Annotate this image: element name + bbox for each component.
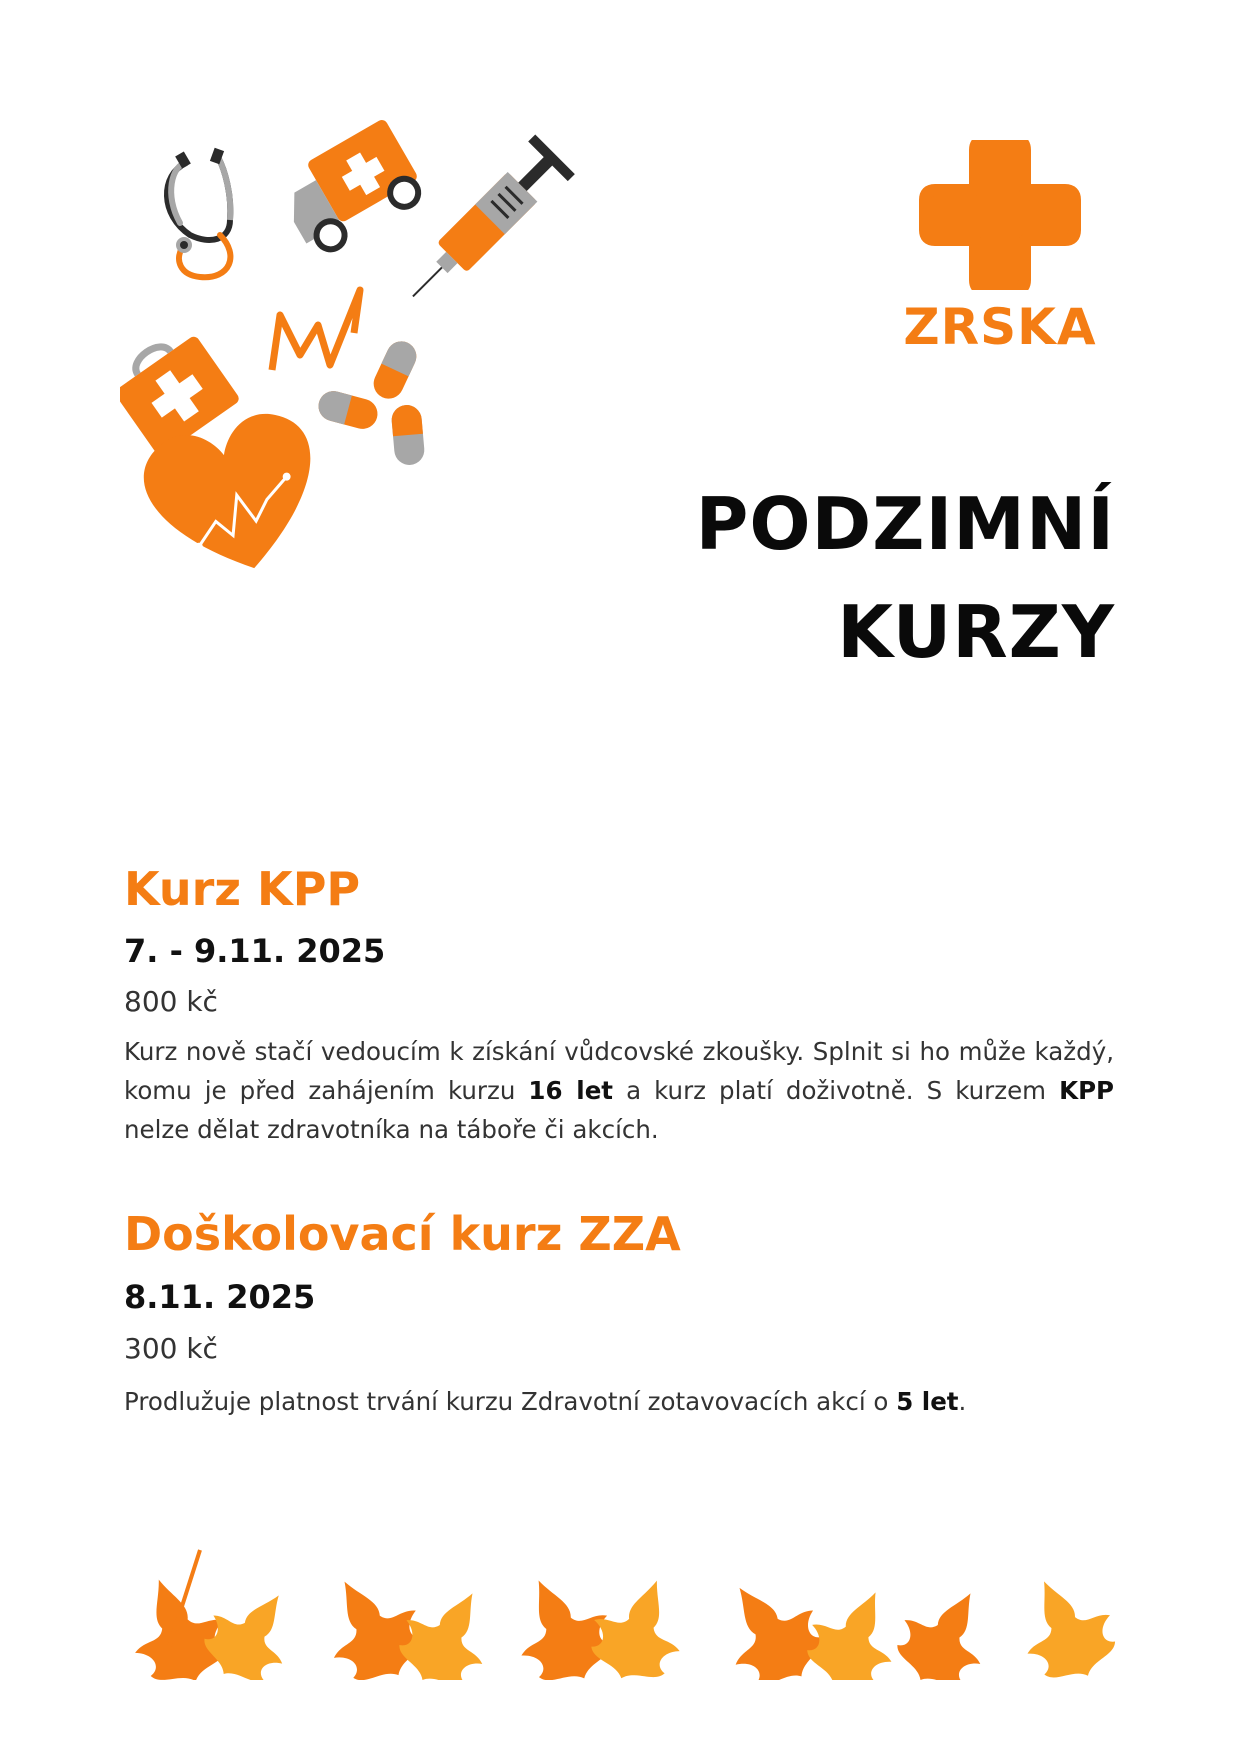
course-title: Kurz KPP <box>124 862 361 916</box>
description-bold: 5 let <box>896 1387 959 1416</box>
logo-text: ZRSKA <box>903 298 1097 356</box>
course-description <box>124 1032 1114 1149</box>
ambulance-icon <box>271 118 428 260</box>
autumn-leaf-icon <box>883 1571 1009 1680</box>
description-text: . <box>958 1387 967 1416</box>
course-date: 8.11. 2025 <box>124 1278 316 1316</box>
course-price: 300 kč <box>124 1332 218 1365</box>
autumn-leaf-icon <box>794 1574 916 1680</box>
course-price: 800 kč <box>124 985 218 1018</box>
page-title-line2: KURZY <box>837 590 1115 674</box>
zrska-logo <box>880 140 1120 360</box>
page-title <box>696 470 1115 686</box>
course-date: 7. - 9.11. 2025 <box>124 932 386 970</box>
medical-illustrations <box>120 115 640 635</box>
autumn-leaves-border <box>120 1530 1120 1680</box>
description-text: a kurz platí doživotně. S kurzem <box>613 1076 1060 1105</box>
course-title: Doškolovací kurz ZZA <box>124 1207 681 1261</box>
syringe-icon <box>393 134 575 316</box>
description-bold: 16 let <box>528 1076 614 1105</box>
description-bold: KPP <box>1059 1076 1114 1105</box>
heartbeat-line-icon <box>272 290 360 370</box>
medical-cross-icon <box>880 140 1120 290</box>
description-text: nelze dělat zdravotníka na táboře či akcích. <box>124 1115 659 1144</box>
description-text: Prodlužuje platnost trvání kurzu Zdravotní zotavovacích akcí o <box>124 1387 897 1416</box>
course-description <box>124 1382 1114 1421</box>
description-text: Kurz nově stačí vedoucím k získání vůdcovské zkoušky. Splnit si ho může každý, komu je před zahájením kurzu <box>124 1037 1114 1105</box>
page-title-line1: PODZIMNÍ <box>695 482 1115 566</box>
autumn-leaf-icon <box>1003 1562 1120 1680</box>
stethoscope-icon <box>167 148 230 278</box>
